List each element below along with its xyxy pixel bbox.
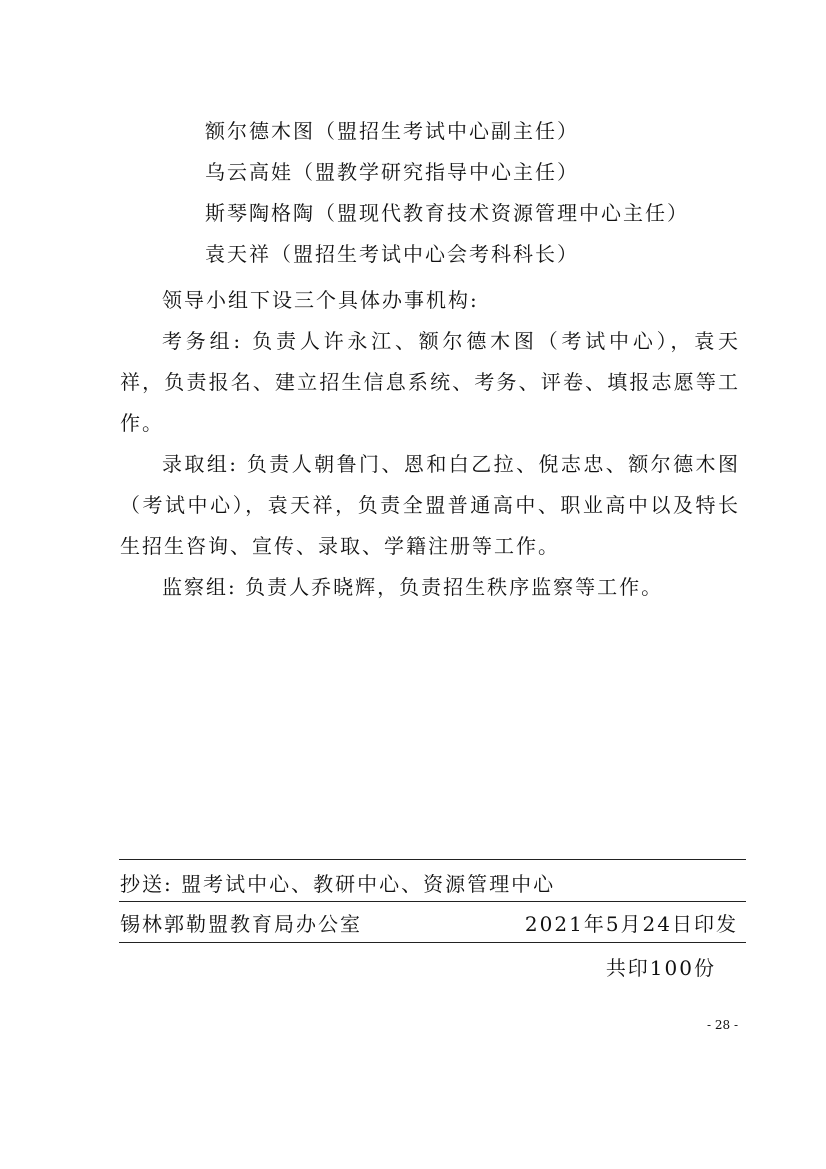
issue-date: 2021年5月24日印发 — [524, 912, 738, 936]
copies-count: 共印100份 — [605, 956, 716, 980]
member-line: 乌云高娃（盟教学研究指导中心主任） — [205, 160, 579, 184]
member-line: 额尔德木图（盟招生考试中心副主任） — [205, 119, 579, 143]
paragraph-admission-group: 录取组: 负责人朝鲁门、恩和白乙拉、倪志忠、额尔德木图（考试中心），袁天祥，负责全盟普通高中、职业高中以及特长生招生咨询、宣传、录取、学籍注册等工作。 — [120, 452, 740, 558]
cc-line: 抄送: 盟考试中心、教研中心、资源管理中心 — [120, 872, 556, 896]
paragraph-exam-group: 考务组: 负责人许永江、额尔德木图（考试中心），袁天祥，负责报名、建立招生信息系统、考务、评卷、填报志愿等工作。 — [120, 329, 740, 435]
page-number: - 28 - — [706, 1018, 738, 1032]
paragraph-supervision-group: 监察组: 负责人乔晓辉，负责招生秩序监察等工作。 — [162, 575, 664, 599]
footer-divider-bottom — [119, 942, 746, 943]
footer-divider-top — [119, 859, 746, 860]
member-line: 袁天祥（盟招生考试中心会考科科长） — [205, 242, 579, 266]
paragraph-intro: 领导小组下设三个具体办事机构: — [162, 288, 479, 312]
body-text — [120, 280, 740, 608]
member-line: 斯琴陶格陶（盟现代教育技术资源管理中心主任） — [205, 201, 689, 225]
member-list — [205, 116, 689, 280]
footer-divider-middle — [119, 901, 746, 902]
issuer: 锡林郭勒盟教育局办公室 — [120, 912, 362, 936]
